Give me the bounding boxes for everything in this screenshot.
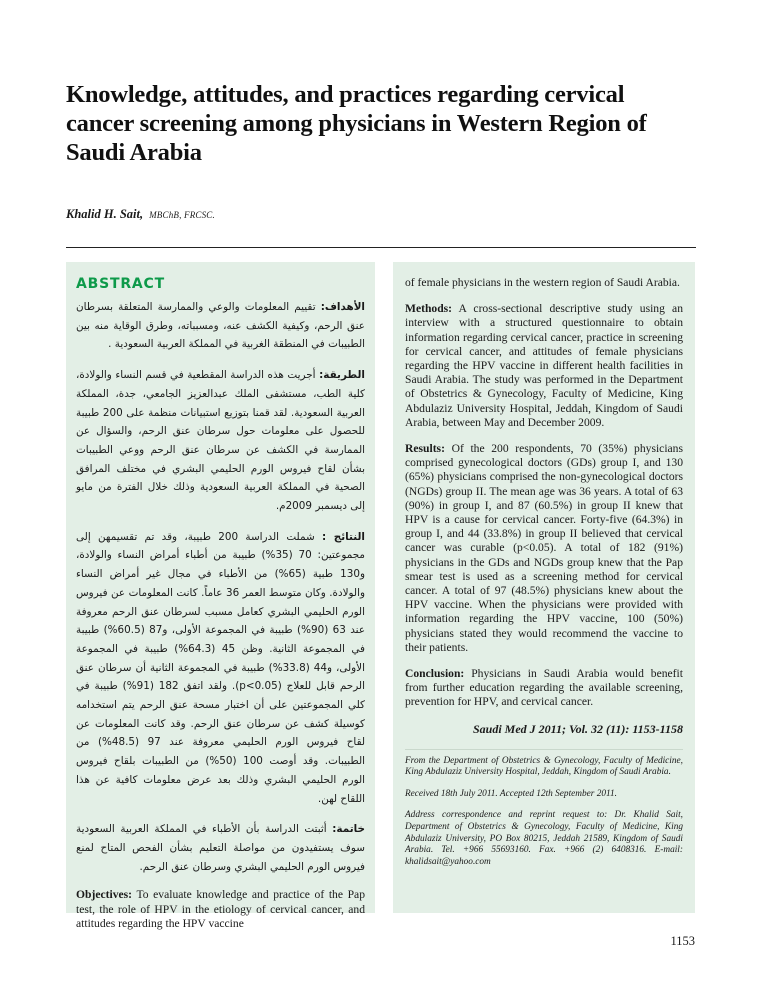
arabic-conclusion-label: خاتمة: (332, 823, 365, 836)
arabic-methods (76, 366, 365, 516)
arabic-objectives-text: تقييم المعلومات والوعي والممارسة المتعلقة بسرطان عنق الرحم، وكيفية الكشف عنه، ومسبباته، وطرق الوقاية منه بين الطبيبات في المنطقة الغربية في المملكة العربية السعودية . (76, 301, 365, 351)
footnote-divider (405, 749, 683, 750)
correspondence-address: Address correspondence and reprint request to: Dr. Khalid Sait, Department of Obstetrics & Gynecology, Faculty of Medicine, King Abdulaziz University, PO Box 80215, Jeddah 21589, Kingdom of Saudi Arabia. Tel. +966 55693160. Fax. +966 (2) 6408316. E-mail: khalidsait@yahoo.com (405, 810, 683, 867)
arabic-results (76, 528, 365, 809)
english-methods (405, 302, 683, 430)
english-objectives (76, 888, 365, 931)
author-byline (66, 207, 215, 222)
english-methods-label: Methods: (405, 302, 453, 316)
english-methods-text: A cross-sectional descriptive study using an interview with a structured questionnaire to obtain information regarding cervical cancer, practice in screening for cervical cancer, and attitudes of female physicians regarding the HPV vaccine in different health facilities in Saudi Arabia. The study was performed in the Department of Obstetrics & Gynecology, Faculty of Medicine, King Abdulaziz University Hospital, Jeddah, Kingdom of Saudi Arabia, between May and December 2009. (405, 302, 683, 429)
author-name: Khalid H. Sait, (66, 207, 144, 221)
english-objectives-text: To evaluate knowledge and practice of the Pap test, the role of HPV in the etiology of cervical cancer, and attitudes regarding the HPV vaccine (76, 888, 365, 930)
english-objectives-continued: of female physicians in the western region of Saudi Arabia. (405, 276, 680, 289)
arabic-conclusion (76, 820, 365, 876)
english-objectives-label: Objectives: (76, 888, 133, 902)
title-divider (66, 247, 696, 248)
article-title: Knowledge, attitudes, and practices regarding cervical cancer screening among physicians in Western Region of Saudi Arabia (66, 81, 647, 166)
arabic-results-label: النتائج : (322, 530, 365, 543)
arabic-methods-label: الطريقة: (319, 369, 365, 382)
abstract-left-column (66, 262, 375, 930)
english-results-text: Of the 200 respondents, 70 (35%) physicians comprised gynecological doctors (GDs) group I, and 130 (65%) physicians comprised the non-gynecological doctors (NGDs) group II. The mean age was 36 years. A total of 63 (90%) in group I, and 87 (60.5%) in group II knew that HPV is a cause for cervical cancer. Forty-five (64.3%) in group I, and 44 (33.8%) in group II believed that cervical cancer was curable (p<0.05). A total of 182 (91%) physicians in the GDs and NGDs group knew that the Pap smear test is used as a screening method for cervical cancer. A total of 97 (48.5%) physicians knew about the HPV vaccine. When the physicians were provided with information regarding the HPV vaccine, 100 (50%) physicians stated they would recommend the vaccine to their patients. (405, 442, 683, 654)
english-conclusion-label: Conclusion: (405, 667, 465, 681)
english-conclusion-text: Physicians in Saudi Arabia would benefit from further education regarding the available screening, prevention for HPV, and cervical cancer. (405, 667, 683, 709)
page-number: 1153 (670, 934, 695, 948)
arabic-objectives (76, 298, 365, 354)
author-degrees: MBChB, FRCSC. (149, 210, 215, 220)
abstract-right-column (393, 262, 695, 913)
journal-citation: Saudi Med J 2011; Vol. 32 (11): 1153-1158 (472, 721, 683, 736)
abstract-heading: ABSTRACT (76, 276, 165, 292)
english-results (405, 442, 683, 655)
received-accepted-dates: Received 18th July 2011. Accepted 12th September 2011. (405, 788, 617, 799)
english-conclusion (405, 667, 683, 710)
english-results-label: Results: (405, 442, 445, 456)
arabic-conclusion-text: أثبتت الدراسة بأن الأطباء في المملكة العربية السعودية سوف يستفيدون من مواصلة التعليم بشأن الفحص المتاح لمنع فيروس الورم الحليمي البشري وسرطان عنق الرحم. (76, 823, 365, 873)
arabic-methods-text: أجريت هذه الدراسة المقطعية في قسم النساء والولادة، كلية الطب، مستشفى الملك عبدالعزيز الجامعي، جدة، المملكة العربية السعودية. لقد قمنا بتوزيع استبيانات منظمة على 200 طبيبة للحصول على معلومات حول سرطان عنق الرحم، والسؤال عن الممارسة في الكشف عن سرطان عنق الرحم ووعي الطبيبات بشأن لقاح فيروس الورم الحليمي البشري في مختلف المرافق الصحية في المملكة العربية السعودية وذلك خلال الفترة من مايو إلى ديسمبر 2009م. (76, 369, 365, 513)
arabic-objectives-label: الأهداف: (320, 301, 365, 313)
arabic-results-text: شملت الدراسة 200 طبيبة، وقد تم تقسيمهن إلى مجموعتين: 70 (35%) طبيبة من أطباء أمراض النساء والولادة، و130 طبية (65%) من الأطباء في مجال غير أمراض النساء والولادة. وكان متوسط العمر 36 عاماً. كانت المعلومات عن فيروس الورم الحليمي البشري كعامل مسبب لسرطان عنق الرحم معروفة عند 63 (90%) طبيبة في المجموعة الأولى، و87 (60.5%) طبيبة في المجموعة الثانية. وظن 45 (64.3%) طبيبة في المجموعة الأولى، و44 (33.8%) طبيبة في المجموعة الثانية أن سرطان عنق الرحم قابل للعلاج (p<0.05). ولقد اتفق 182 (91%) طبيبة في كلي المجموعتين على أن اختبار مسحة عنق الرحم يتم استخدامه كوسيلة كشف عن سرطان عنق الرحم. وقد كانت المعلومات عن لقاح فيروس الورم الحليمي معروفة عند 97 (48.5%) من الطبيبات. وقد أوصت 100 (50%) من الطبيبات بلقاح فيروس الورم الحليمي البشري وذلك بعد عرض معلومات كافية عن هذا اللقاح لهن. (76, 530, 366, 805)
affiliation-note: From the Department of Obstetrics & Gynecology, Faculty of Medicine, King Abdulaziz University Hospital, Jeddah, Kingdom of Saudi Arabia. (405, 755, 683, 778)
